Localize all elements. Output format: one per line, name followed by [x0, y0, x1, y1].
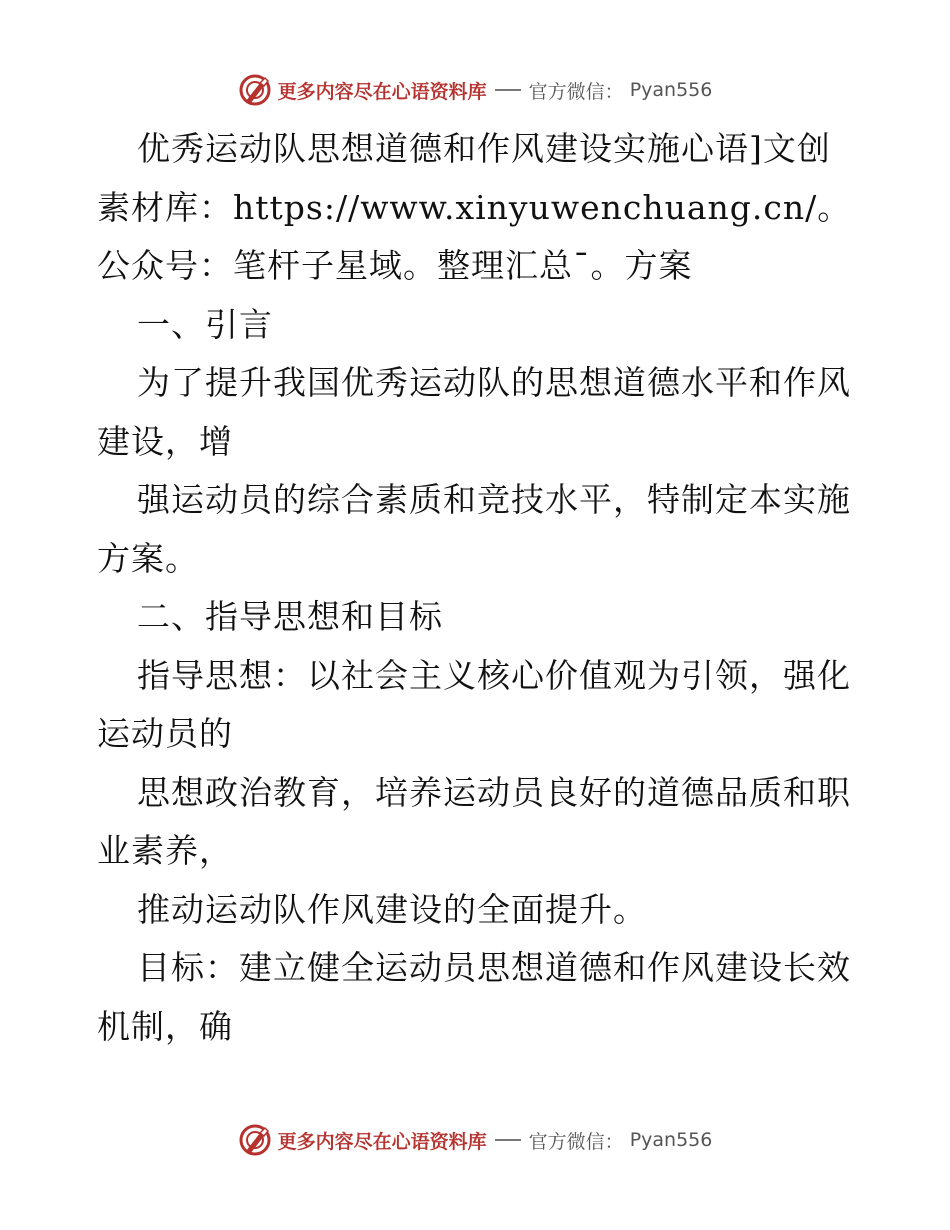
section2-paragraph-3: 推动运动队作风建设的全面提升。 — [137, 889, 647, 929]
section1-paragraph-1: 为了提升我国优秀运动队的思想道德水平和作风建设，增 — [97, 363, 851, 461]
pen-logo-icon — [238, 1123, 272, 1157]
section2-paragraph-1: 指导思想：以社会主义核心价值观为引领，强化运动员的 — [97, 655, 851, 753]
title-paragraph: 优秀运动队思想道德和作风建设实施心语]文创素材库：https://www.xinyuwenchuang.cn/。公众号：笔杆子星域。整理汇总¯。方案 — [97, 129, 852, 285]
header-brand-text: 更多内容尽在心语资料库 — [277, 80, 487, 103]
section2-paragraph-4: 目标：建立健全运动员思想道德和作风建设长效机制，确 — [97, 948, 851, 1046]
section1-paragraph-2: 强运动员的综合素质和竞技水平，特制定本实施方案。 — [97, 480, 851, 578]
header-official-label: 官方微信： — [528, 80, 624, 103]
header-divider — [495, 89, 521, 91]
footer-official-label: 官方微信： — [528, 1130, 624, 1153]
section2-heading: 二、指导思想和目标 — [137, 597, 443, 636]
footer-banner — [0, 1120, 950, 1160]
section2-paragraph-2: 思想政治教育，培养运动员良好的道德品质和职业素养， — [97, 772, 851, 870]
footer-wechat-id: Pyan556 — [629, 1129, 713, 1151]
header-wechat-id: Pyan556 — [629, 79, 713, 101]
header-banner — [0, 70, 950, 110]
footer-brand-text: 更多内容尽在心语资料库 — [277, 1130, 487, 1153]
footer-divider — [495, 1139, 521, 1141]
section1-heading: 一、引言 — [137, 304, 273, 344]
pen-logo-icon — [238, 73, 272, 107]
document-body — [97, 120, 855, 1056]
